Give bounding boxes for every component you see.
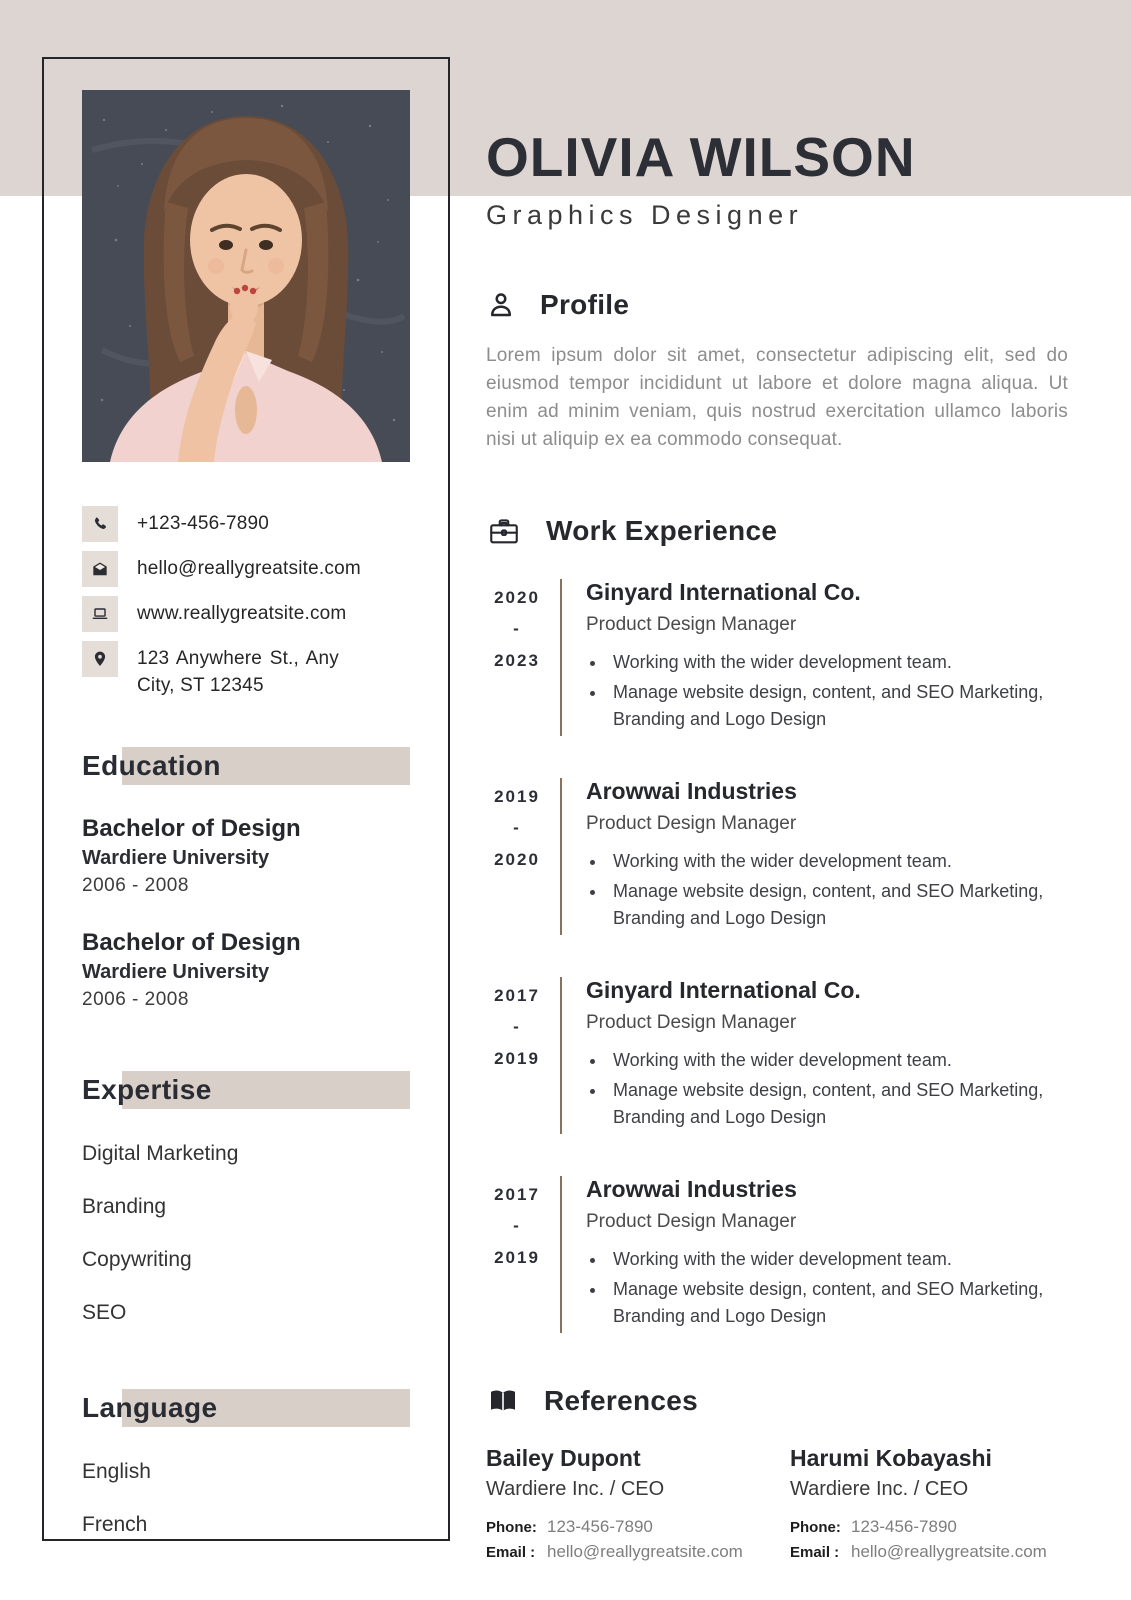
envelope-icon — [82, 551, 118, 587]
education-section — [82, 743, 410, 1011]
job-role: Product Design Manager — [586, 614, 797, 635]
work-bullet: • Working with the wider development team. — [607, 1047, 1068, 1074]
email-address: hello@reallygreatsite.com — [137, 558, 361, 579]
education-entry — [82, 929, 410, 1011]
work-bullet: • Manage website design, content, and SEO Marketing, Branding and Logo Design — [607, 1077, 1068, 1131]
work-entry — [486, 579, 1068, 736]
briefcase-icon — [486, 514, 522, 548]
profile-heading: Profile — [486, 289, 1068, 321]
job-title: Graphics Designer — [486, 200, 804, 230]
reference-company: Wardiere Inc. / CEO — [790, 1478, 969, 1500]
work-bullet: • Working with the wider development team. — [607, 649, 1068, 676]
profile-photo — [82, 90, 410, 462]
work-entry — [486, 778, 1068, 935]
laptop-icon — [82, 596, 118, 632]
years: 2006 - 2008 — [82, 989, 189, 1010]
expertise-item: Digital Marketing — [82, 1142, 239, 1165]
work-bullets — [586, 1047, 1068, 1131]
reference-email: hello@reallygreatsite.com — [851, 1542, 1047, 1561]
reference-phone: 123-456-7890 — [547, 1517, 653, 1536]
contact-phone — [82, 506, 410, 542]
work-bullet: • Working with the wider development team. — [607, 1246, 1068, 1273]
school: Wardiere University — [82, 961, 270, 983]
work-bullets — [586, 1246, 1068, 1330]
sidebar — [42, 57, 450, 1541]
street-address: 123 Anywhere St., Any City, ST 12345 — [137, 648, 339, 696]
work-experience-heading: Work Experience — [486, 514, 1068, 548]
job-role: Product Design Manager — [586, 1211, 797, 1232]
company-name: Arowwai Industries — [586, 778, 797, 804]
company-name: Ginyard International Co. — [586, 977, 861, 1003]
contact-address — [82, 641, 410, 699]
email-label: Email : — [486, 1544, 536, 1561]
work-entry — [486, 977, 1068, 1134]
degree: Bachelor of Design — [82, 929, 301, 956]
references-heading: References — [486, 1385, 1068, 1417]
main-column — [486, 0, 1068, 1562]
references-section — [486, 1385, 1068, 1562]
language-item: French — [82, 1513, 148, 1536]
date-separator: - — [513, 619, 521, 639]
date-separator: - — [513, 818, 521, 838]
work-bullets — [586, 848, 1068, 932]
profile-section — [486, 289, 1068, 454]
language-item: English — [82, 1460, 151, 1483]
work-dates: 2017 - 2019 — [486, 977, 548, 1134]
reference-name: Bailey Dupont — [486, 1445, 641, 1471]
profile-text: Lorem ipsum dolor sit amet, consectetur adipiscing elit, sed do eiusmod tempor incididunt ut labore et dolore magna aliqua. Ut enim ad minim veniam, quis nostrud exercitation ullamco laboris nisi ut aliquip ex ea commodo consequat. — [486, 345, 1068, 450]
person-icon — [486, 290, 516, 320]
reference-email: hello@reallygreatsite.com — [547, 1542, 743, 1561]
job-role: Product Design Manager — [586, 813, 797, 834]
contact-list — [82, 506, 410, 699]
job-role: Product Design Manager — [586, 1012, 797, 1033]
expertise-section — [82, 1067, 410, 1325]
references-grid — [486, 1445, 1068, 1562]
contact-email — [82, 551, 410, 587]
open-book-icon — [486, 1385, 520, 1417]
work-bullet: • Working with the wider development team. — [607, 848, 1068, 875]
phone-label: Phone: — [790, 1519, 841, 1536]
reference-entry — [486, 1445, 790, 1562]
education-heading: Education — [82, 743, 410, 789]
location-pin-icon — [82, 641, 118, 677]
expertise-item: SEO — [82, 1301, 127, 1324]
date-separator: - — [513, 1017, 521, 1037]
years: 2006 - 2008 — [82, 875, 189, 896]
school: Wardiere University — [82, 847, 270, 869]
company-name: Arowwai Industries — [586, 1176, 797, 1202]
language-section — [82, 1385, 410, 1537]
expertise-list — [82, 1142, 410, 1325]
expertise-heading: Expertise — [82, 1067, 410, 1113]
degree: Bachelor of Design — [82, 815, 301, 842]
reference-company: Wardiere Inc. / CEO — [486, 1478, 665, 1500]
date-separator: - — [513, 1216, 521, 1236]
phone-number: +123-456-7890 — [137, 513, 270, 534]
work-dates: 2019 - 2020 — [486, 778, 548, 935]
reference-phone: 123-456-7890 — [851, 1517, 957, 1536]
education-entry — [82, 815, 410, 897]
reference-entry — [790, 1445, 1068, 1562]
work-experience-section — [486, 514, 1068, 1333]
email-label: Email : — [790, 1544, 840, 1561]
expertise-item: Copywriting — [82, 1248, 192, 1271]
phone-label: Phone: — [486, 1519, 537, 1536]
language-heading: Language — [82, 1385, 410, 1431]
phone-icon — [82, 506, 118, 542]
expertise-item: Branding — [82, 1195, 167, 1218]
company-name: Ginyard International Co. — [586, 579, 861, 605]
work-bullet: • Manage website design, content, and SEO Marketing, Branding and Logo Design — [607, 1276, 1068, 1330]
work-bullet: • Manage website design, content, and SEO Marketing, Branding and Logo Design — [607, 878, 1068, 932]
work-bullet: • Manage website design, content, and SEO Marketing, Branding and Logo Design — [607, 679, 1068, 733]
language-list — [82, 1460, 410, 1537]
work-entry — [486, 1176, 1068, 1333]
person-name: OLIVIA WILSON — [486, 126, 916, 188]
portrait-illustration — [82, 90, 410, 462]
reference-name: Harumi Kobayashi — [790, 1445, 992, 1471]
work-dates: 2020 - 2023 — [486, 579, 548, 736]
website-url: www.reallygreatsite.com — [137, 603, 347, 624]
work-bullets — [586, 649, 1068, 733]
contact-website — [82, 596, 410, 632]
work-dates: 2017 - 2019 — [486, 1176, 548, 1333]
